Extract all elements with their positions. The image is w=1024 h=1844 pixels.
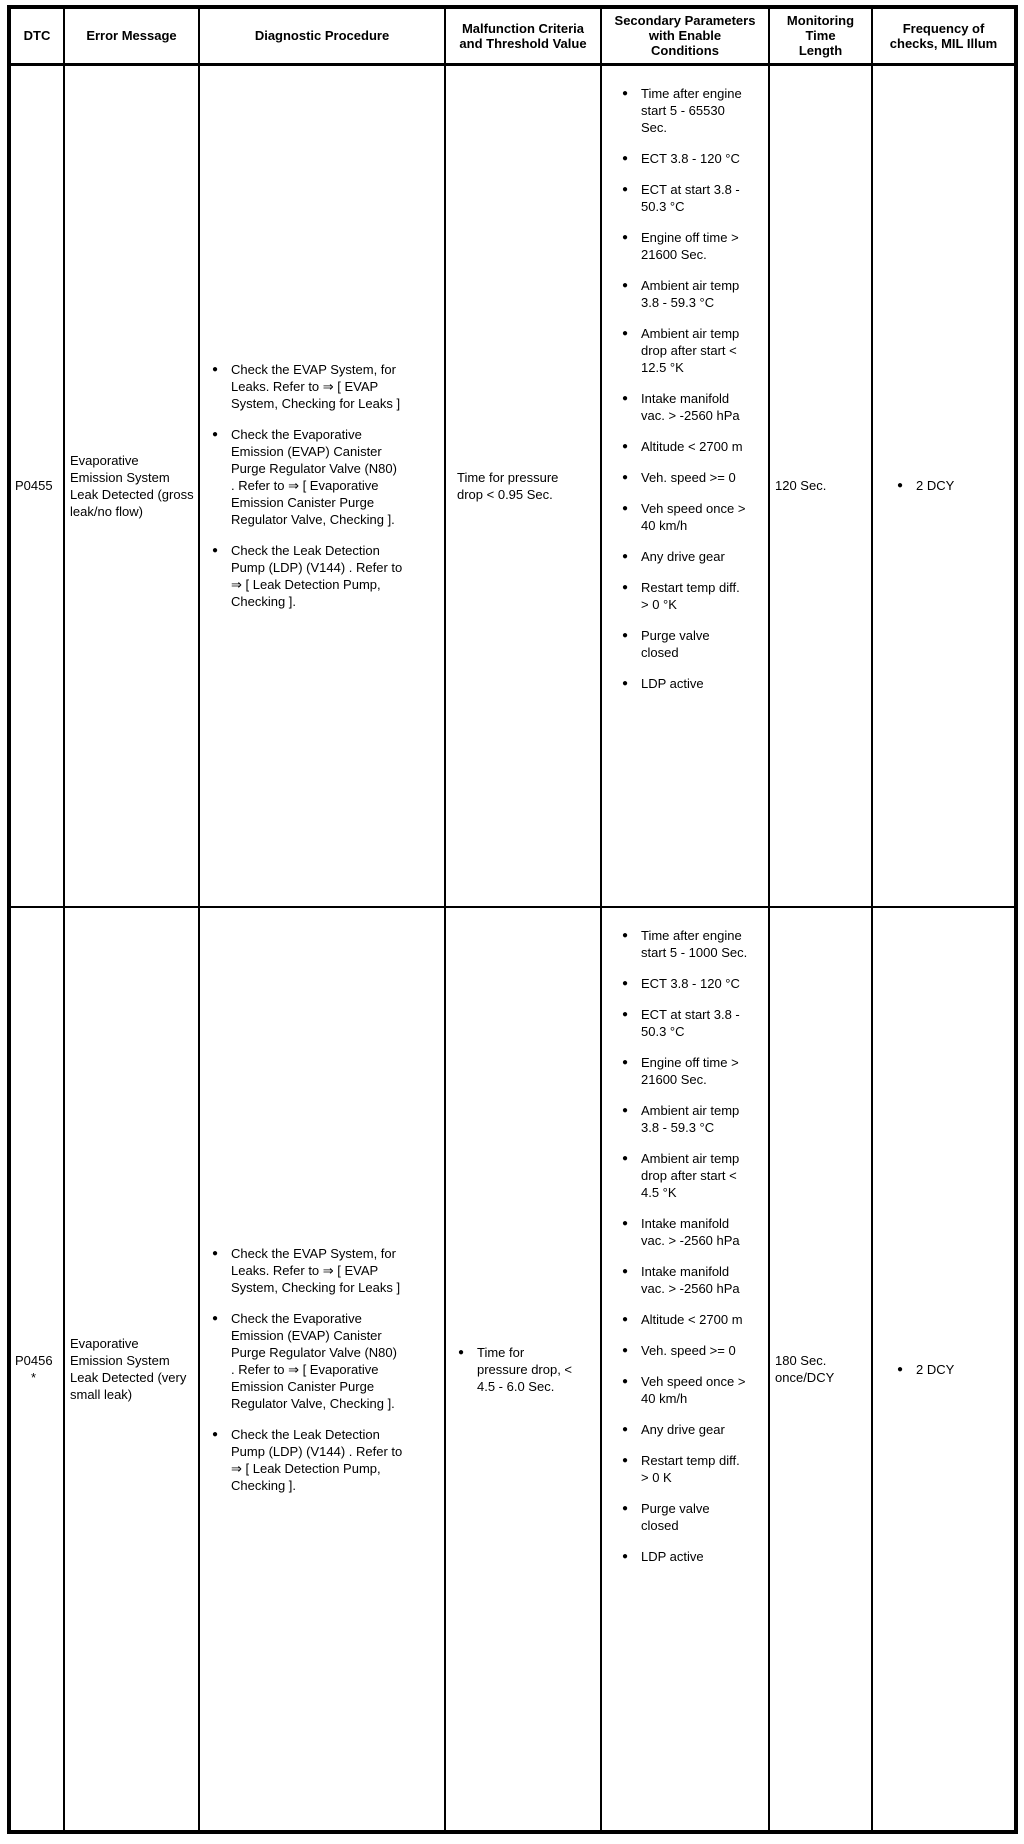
bullet-item: ● Intake manifold vac. > -2560 hPa [621,1215,748,1249]
bullet-item: ● Veh. speed >= 0 [621,469,748,486]
bullet-item: ● ECT 3.8 - 120 °C [621,975,748,992]
dtc-cell [9,907,64,1832]
bullet-item: ● Restart temp diff. > 0 °K [621,579,748,613]
bullet-item: ● Altitude < 2700 m [621,438,748,455]
bullet-item: ● Check the Leak Detection Pump (LDP) (V144) . Refer to ⇒ [ Leak Detection Pump, Checking ]. [211,542,404,610]
error-message-text: Evaporative Emission System Leak Detected (gross leak/no flow) [70,452,194,519]
secondary-parameters-list [621,85,748,692]
bullet-item: ● Engine off time > 21600 Sec. [621,1054,748,1088]
header-row [9,7,1016,64]
header-frequency: Frequency of checks, MIL Illum [872,7,1016,64]
bullet-item: ● LDP active [621,1548,748,1565]
bullet-item: ● LDP active [621,675,748,692]
bullet-item: ● Time after engine start 5 - 65530 Sec. [621,85,748,136]
bullet-item: ● Ambient air temp drop after start < 12.5 °K [621,325,748,376]
bullet-item: ● Purge valve closed [621,1500,748,1534]
monitoring-time-text: 120 Sec. [775,478,827,494]
error-message-cell [64,64,199,907]
bullet-item: ● Ambient air temp 3.8 - 59.3 °C [621,1102,748,1136]
bullet-item: ● 2 DCY [896,1361,1008,1378]
header-monitoring-time: Monitoring Time Length [769,7,872,64]
malfunction-criteria-list [457,1344,576,1395]
malfunction-criteria-text: Time for pressure drop < 0.95 Sec. [457,469,559,502]
dtc-code: P0455 [15,478,53,494]
malfunction-criteria-cell [445,907,601,1832]
bullet-item: ● Intake manifold vac. > -2560 hPa [621,1263,748,1297]
frequency-list [896,1361,1008,1378]
diagnostic-procedure-list [211,1245,404,1494]
table-row-p0456 [9,907,1016,1832]
bullet-item: ● ECT 3.8 - 120 °C [621,150,748,167]
bullet-item: ● Check the EVAP System, for Leaks. Refer to ⇒ [ EVAP System, Checking for Leaks ] [211,361,404,412]
table-row-p0455 [9,64,1016,907]
bullet-item: ● Veh speed once > 40 km/h [621,1373,748,1407]
bullet-item: ● 2 DCY [896,477,1008,494]
malfunction-criteria-cell [445,64,601,907]
bullet-item: ● Check the EVAP System, for Leaks. Refer to ⇒ [ EVAP System, Checking for Leaks ] [211,1245,404,1296]
bullet-item: ● Any drive gear [621,1421,748,1438]
diagnostic-procedure-cell [199,64,445,907]
bullet-item: ● ECT at start 3.8 - 50.3 °C [621,181,748,215]
frequency-cell [872,64,1016,907]
frequency-cell [872,907,1016,1832]
diagnostic-procedure-list [211,361,404,610]
dtc-note: * [31,1370,37,1385]
bullet-item: ● Check the Leak Detection Pump (LDP) (V144) . Refer to ⇒ [ Leak Detection Pump, Checking ]. [211,1426,404,1494]
header-diagnostic-procedure: Diagnostic Procedure [199,7,445,64]
bullet-item: ● Time for pressure drop, < 4.5 - 6.0 Sec. [457,1344,576,1395]
header-dtc: DTC [9,7,64,64]
secondary-parameters-list [621,927,748,1565]
bullet-item: ● Engine off time > 21600 Sec. [621,229,748,263]
header-malfunction-criteria: Malfunction Criteria and Threshold Value [445,7,601,64]
bullet-item: ● Veh speed once > 40 km/h [621,500,748,534]
bullet-item: ● Check the Evaporative Emission (EVAP) Canister Purge Regulator Valve (N80) . Refer to ⇒ [ Evaporative Emission Canister Purge Regulator Valve, Checking ]. [211,426,404,528]
bullet-item: ● Restart temp diff. > 0 K [621,1452,748,1486]
bullet-item: ● Ambient air temp drop after start < 4.5 °K [621,1150,748,1201]
bullet-item: ● Time after engine start 5 - 1000 Sec. [621,927,748,961]
error-message-text: Evaporative Emission System Leak Detected (very small leak) [70,1336,187,1402]
dtc-code: P0456 [15,1353,53,1368]
bullet-item: ● Purge valve closed [621,627,748,661]
bullet-item: ● Any drive gear [621,548,748,565]
header-error-message: Error Message [64,7,199,64]
bullet-item: ● Altitude < 2700 m [621,1311,748,1328]
dtc-cell [9,64,64,907]
secondary-parameters-cell [601,64,769,907]
monitoring-time-cell [769,64,872,907]
bullet-item: ● Ambient air temp 3.8 - 59.3 °C [621,277,748,311]
diagnostic-procedure-cell [199,907,445,1832]
error-message-cell [64,907,199,1832]
secondary-parameters-cell [601,907,769,1832]
dtc-diagnostic-table [7,5,1018,1834]
monitoring-time-text: 180 Sec. once/DCY [775,1353,835,1385]
bullet-item: ● Veh. speed >= 0 [621,1342,748,1359]
bullet-item: ● ECT at start 3.8 - 50.3 °C [621,1006,748,1040]
bullet-item: ● Check the Evaporative Emission (EVAP) Canister Purge Regulator Valve (N80) . Refer to ⇒ [ Evaporative Emission Canister Purge Regulator Valve, Checking ]. [211,1310,404,1412]
monitoring-time-cell [769,907,872,1832]
bullet-item: ● Intake manifold vac. > -2560 hPa [621,390,748,424]
header-secondary-parameters: Secondary Parameters with Enable Conditions [601,7,769,64]
frequency-list [896,477,1008,494]
